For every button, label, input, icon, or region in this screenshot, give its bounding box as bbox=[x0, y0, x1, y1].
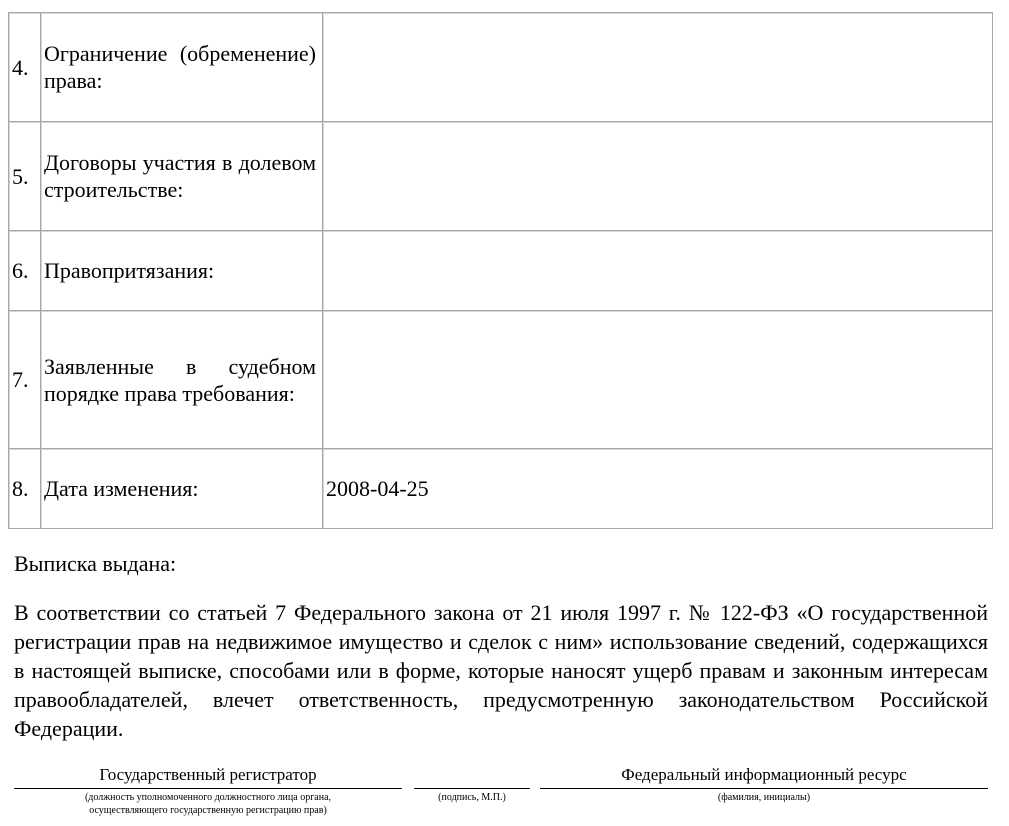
row-label: Договоры участия в долевом строительстве: bbox=[41, 122, 323, 231]
row-value bbox=[323, 13, 993, 122]
row-number: 7. bbox=[9, 311, 41, 449]
name-caption: (фамилия, инициалы) bbox=[717, 792, 811, 803]
rights-table bbox=[8, 12, 993, 529]
row-number: 5. bbox=[9, 122, 41, 231]
legal-notice: В соответствии со статьей 7 Федерального закона от 21 июля 1997 г. № 122-ФЗ «О государственной регистрации прав на недвижимое имущество и сделок с ним» использование сведений, содержащихся в настоящей выписке, способами или в форме, которые наносят ущерб правам и законным интересам правообладателей, влечет ответственность, предусмотренную законодательством Российской Федерации. bbox=[14, 600, 988, 741]
registrar-signature-block bbox=[14, 764, 402, 817]
row-number: 8. bbox=[9, 449, 41, 529]
row-value: 2008-04-25 bbox=[323, 449, 993, 529]
registrar-caption-line: осуществляющего государственную регистрацию прав) bbox=[89, 805, 327, 816]
table-row bbox=[9, 13, 993, 122]
row-value bbox=[323, 311, 993, 449]
name-signature-block bbox=[540, 764, 988, 804]
table-row bbox=[9, 122, 993, 231]
table-row bbox=[9, 311, 993, 449]
row-label: Правопритязания: bbox=[41, 231, 323, 311]
signature-caption: (подпись, М.П.) bbox=[438, 792, 506, 803]
signer-name: Федеральный информационный ресурс bbox=[540, 764, 988, 789]
row-label: Дата изменения: bbox=[41, 449, 323, 529]
signature-line bbox=[414, 764, 530, 789]
row-label: Ограничение (обременение) права: bbox=[41, 13, 323, 122]
signature-block bbox=[414, 764, 530, 804]
row-label: Заявленные в судебном порядке права требования: bbox=[41, 311, 323, 449]
row-number: 4. bbox=[9, 13, 41, 122]
table-row bbox=[9, 231, 993, 311]
issued-label: Выписка выдана: bbox=[14, 551, 177, 576]
registrar-caption bbox=[14, 791, 402, 817]
row-value bbox=[323, 122, 993, 231]
table-row bbox=[9, 449, 993, 529]
row-number: 6. bbox=[9, 231, 41, 311]
registrar-position: Государственный регистратор bbox=[14, 764, 402, 789]
registrar-caption-line: (должность уполномоченного должностного лица органа, bbox=[84, 792, 332, 803]
row-value bbox=[323, 231, 993, 311]
